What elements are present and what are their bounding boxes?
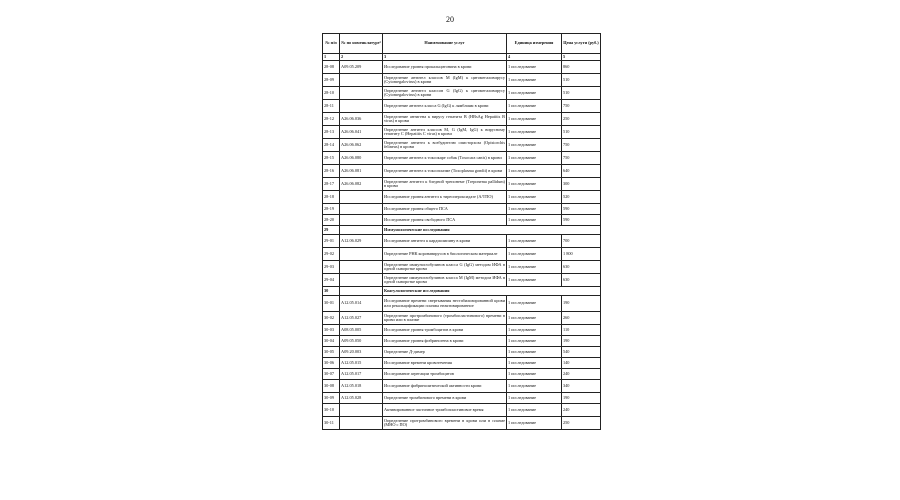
table-row [323,404,601,417]
row-number: 30-01 [323,296,340,312]
table-row [323,87,601,100]
row-code [340,74,383,87]
row-price: 750 [562,100,601,113]
row-unit: 1 исследование [507,325,562,336]
row-code: A12.05.015 [340,358,383,369]
row-unit: 1 исследование [507,404,562,417]
row-price: 860 [562,61,601,74]
header-name: Наименование услуг [383,34,507,54]
row-service-name: Определение протромбинового (тромбопластинового) времени в крови или в плазме [383,312,507,325]
row-unit: 1 исследование [507,312,562,325]
row-unit: 1 исследование [507,204,562,215]
table-row [323,191,601,204]
row-code: A09.05.209 [340,61,383,74]
row-code [340,417,383,430]
row-unit: 1 исследование [507,369,562,380]
row-code: A26.06.062 [340,139,383,152]
row-price: 510 [562,74,601,87]
row-unit: 1 исследование [507,358,562,369]
row-price: 190 [562,336,601,347]
section-number: 30 [323,287,340,296]
row-price: 190 [562,393,601,404]
row-service-name: Исследование уровня фибриногена в крови [383,336,507,347]
row-unit: 1 исследование [507,235,562,248]
row-price: 590 [562,204,601,215]
row-service-name: Исследование уровня свободного ПСА [383,215,507,226]
row-service-name: Исследование уровня антител к тиреопероксидазе (А/ТПО) [383,191,507,204]
row-unit: 1 исследование [507,178,562,191]
table-row [323,336,601,347]
row-price: 540 [562,347,601,358]
row-number: 28-19 [323,204,340,215]
row-unit: 1 исследование [507,347,562,358]
row-number: 28-17 [323,178,340,191]
column-index: 3 [383,54,507,61]
row-number: 30-06 [323,358,340,369]
row-number: 28-10 [323,87,340,100]
row-number: 30-05 [323,347,340,358]
row-number: 29-04 [323,274,340,287]
row-unit: 1 исследование [507,74,562,87]
row-price: 700 [562,235,601,248]
table-row [323,369,601,380]
row-service-name: Определение антител классов M (IgM) к цитомегаловирусу (Cytomegalovirus) в крови [383,74,507,87]
row-code: A12.05.014 [340,296,383,312]
page-number: 20 [446,15,454,24]
row-service-name: Определение антител к бледной трепонеме (Treponema pallidum) в крови [383,178,507,191]
header-price: Цена услуги (руб.) [562,34,601,54]
table-row [323,139,601,152]
row-code [340,191,383,204]
row-code [340,248,383,261]
row-code: A26.06.081 [340,165,383,178]
row-unit: 1 исследование [507,152,562,165]
row-number: 30-04 [323,336,340,347]
row-number: 28-12 [323,113,340,126]
row-number: 28-11 [323,100,340,113]
row-code: A26.06.080 [340,152,383,165]
table-row [323,74,601,87]
header-num: № п/п [323,34,340,54]
row-number: 30-11 [323,417,340,430]
row-price: 110 [562,325,601,336]
row-price: 250 [562,417,601,430]
row-service-name: Исследование агрегации тромбоцитов [383,369,507,380]
row-code [340,274,383,287]
section-row [323,287,601,296]
row-price: 630 [562,261,601,274]
row-price: 340 [562,380,601,393]
row-price: 630 [562,274,601,287]
row-code: A12.05.027 [340,312,383,325]
row-number: 30-09 [323,393,340,404]
section-row [323,226,601,235]
row-service-name: Определение протромбинового времени в крови или в плазме (МНО с ПО) [383,417,507,430]
row-code [340,87,383,100]
header-unit: Единица измерения [507,34,562,54]
table-row [323,152,601,165]
row-service-name: Определение антител классов G (IgG) к цитомегаловирусу (Cytomegalovirus) в крови [383,87,507,100]
row-unit: 1 исследование [507,380,562,393]
column-index: 1 [323,54,340,61]
header-code: № по номенклатуре¹ [340,34,383,54]
row-service-name: Определение иммуноглобулинов класса G (IgG) методом ИФА в одной сыворотке крови [383,261,507,274]
row-service-name: Исследование времени свертывания нестабилизированной крови или рекальцификации плазмы неактивированное [383,296,507,312]
row-code: A12.05.028 [340,393,383,404]
row-code: A26.06.041 [340,126,383,139]
column-index: 5 [562,54,601,61]
table-row [323,204,601,215]
row-service-name: Исследование антител к кардиолипину в крови [383,235,507,248]
table-row [323,325,601,336]
row-price: 750 [562,139,601,152]
row-service-name: Определение антител к токсоплазме (Toxoplasma gondii) в крови [383,165,507,178]
row-service-name: Активированное частичное тромбопластиновое время [383,404,507,417]
row-code [340,215,383,226]
row-number: 28-20 [323,215,340,226]
row-price: 260 [562,312,601,325]
row-service-name: Исследование уровня тромбоцитов в крови [383,325,507,336]
row-service-name: Определение РНК коронавирусов в биологическом материале [383,248,507,261]
row-code: A09.05.050 [340,336,383,347]
row-unit: 1 исследование [507,274,562,287]
row-unit: 1 исследование [507,100,562,113]
row-number: 28-13 [323,126,340,139]
row-service-name: Определение антител класса G (IgG) к лямблиям в крови [383,100,507,113]
section-title: Иммунологические исследования [383,226,601,235]
row-number: 28-08 [323,61,340,74]
row-service-name: Определение Д-димер [383,347,507,358]
row-unit: 1 исследование [507,248,562,261]
row-code: A12.06.029 [340,235,383,248]
section-title: Коагулологические исследования [383,287,601,296]
row-unit: 1 исследование [507,165,562,178]
row-service-name: Определение иммуноглобулинов класса M (IgM) методом ИФА в одной сыворотке крови [383,274,507,287]
row-unit: 1 исследование [507,191,562,204]
row-number: 30-07 [323,369,340,380]
table-row [323,215,601,226]
column-index: 2 [340,54,383,61]
row-service-name: Исследование уровня общего ПСА [383,204,507,215]
row-unit: 1 исследование [507,61,562,74]
row-code: A26.06.036 [340,113,383,126]
row-price: 1 800 [562,248,601,261]
table-row [323,393,601,404]
row-number: 29-02 [323,248,340,261]
table-header-row [323,34,601,54]
row-service-name: Исследование фибринолитической активности крови [383,380,507,393]
row-unit: 1 исследование [507,139,562,152]
table-row [323,380,601,393]
table-row [323,248,601,261]
section-code-cell [340,287,383,296]
row-service-name: Определение антител классов M, G (IgM, IgG) к вирусному гепатиту C (Hepatitis C virus) в крови [383,126,507,139]
table-row [323,347,601,358]
table-row [323,113,601,126]
row-unit: 1 исследование [507,87,562,100]
row-service-name: Определение антител к токсокаре собак (Toxocara canis) в крови [383,152,507,165]
row-price: 520 [562,191,601,204]
row-service-name: Исследование уровня прокальцитонина в крови [383,61,507,74]
row-unit: 1 исследование [507,393,562,404]
table-row [323,126,601,139]
section-code-cell [340,226,383,235]
table-row [323,358,601,369]
table-row [323,61,601,74]
row-code: A08.05.005 [340,325,383,336]
row-number: 28-15 [323,152,340,165]
table-body [323,61,601,430]
row-code: A12.05.018 [340,380,383,393]
table-row [323,417,601,430]
row-service-name: Определение антигена к вирусу гепатита B (HBsAg Hepatitis B virus) в крови [383,113,507,126]
row-unit: 1 исследование [507,215,562,226]
row-price: 640 [562,165,601,178]
table-row [323,178,601,191]
row-price: 250 [562,113,601,126]
section-number: 29 [323,226,340,235]
table-row [323,312,601,325]
price-list-table [322,33,601,430]
row-price: 300 [562,178,601,191]
row-number: 30-10 [323,404,340,417]
row-unit: 1 исследование [507,336,562,347]
row-code: A09.20.003 [340,347,383,358]
row-price: 510 [562,126,601,139]
row-code [340,204,383,215]
row-price: 240 [562,369,601,380]
row-code [340,261,383,274]
row-number: 29-01 [323,235,340,248]
row-code: A12.05.017 [340,369,383,380]
row-code: A26.06.082 [340,178,383,191]
row-price: 510 [562,87,601,100]
column-index: 4 [507,54,562,61]
row-unit: 1 исследование [507,296,562,312]
row-code [340,404,383,417]
row-service-name: Определение антител к возбудителю описторхоза (Opistorchis felineus) в крови [383,139,507,152]
row-number: 30-02 [323,312,340,325]
table-row [323,261,601,274]
row-number: 28-14 [323,139,340,152]
table-row [323,235,601,248]
row-service-name: Исследование времени кровотечения [383,358,507,369]
row-number: 28-09 [323,74,340,87]
row-unit: 1 исследование [507,261,562,274]
table-row [323,165,601,178]
row-code [340,100,383,113]
row-price: 190 [562,296,601,312]
row-number: 29-03 [323,261,340,274]
row-number: 30-08 [323,380,340,393]
row-unit: 1 исследование [507,126,562,139]
row-unit: 1 исследование [507,417,562,430]
row-number: 28-16 [323,165,340,178]
row-service-name: Определение тромбинового времени в крови [383,393,507,404]
table-row [323,100,601,113]
table-row [323,296,601,312]
column-index-row [323,54,601,61]
row-price: 140 [562,358,601,369]
row-price: 750 [562,152,601,165]
row-price: 590 [562,215,601,226]
row-number: 28-18 [323,191,340,204]
table-row [323,274,601,287]
row-unit: 1 исследование [507,113,562,126]
row-price: 240 [562,404,601,417]
row-number: 30-03 [323,325,340,336]
